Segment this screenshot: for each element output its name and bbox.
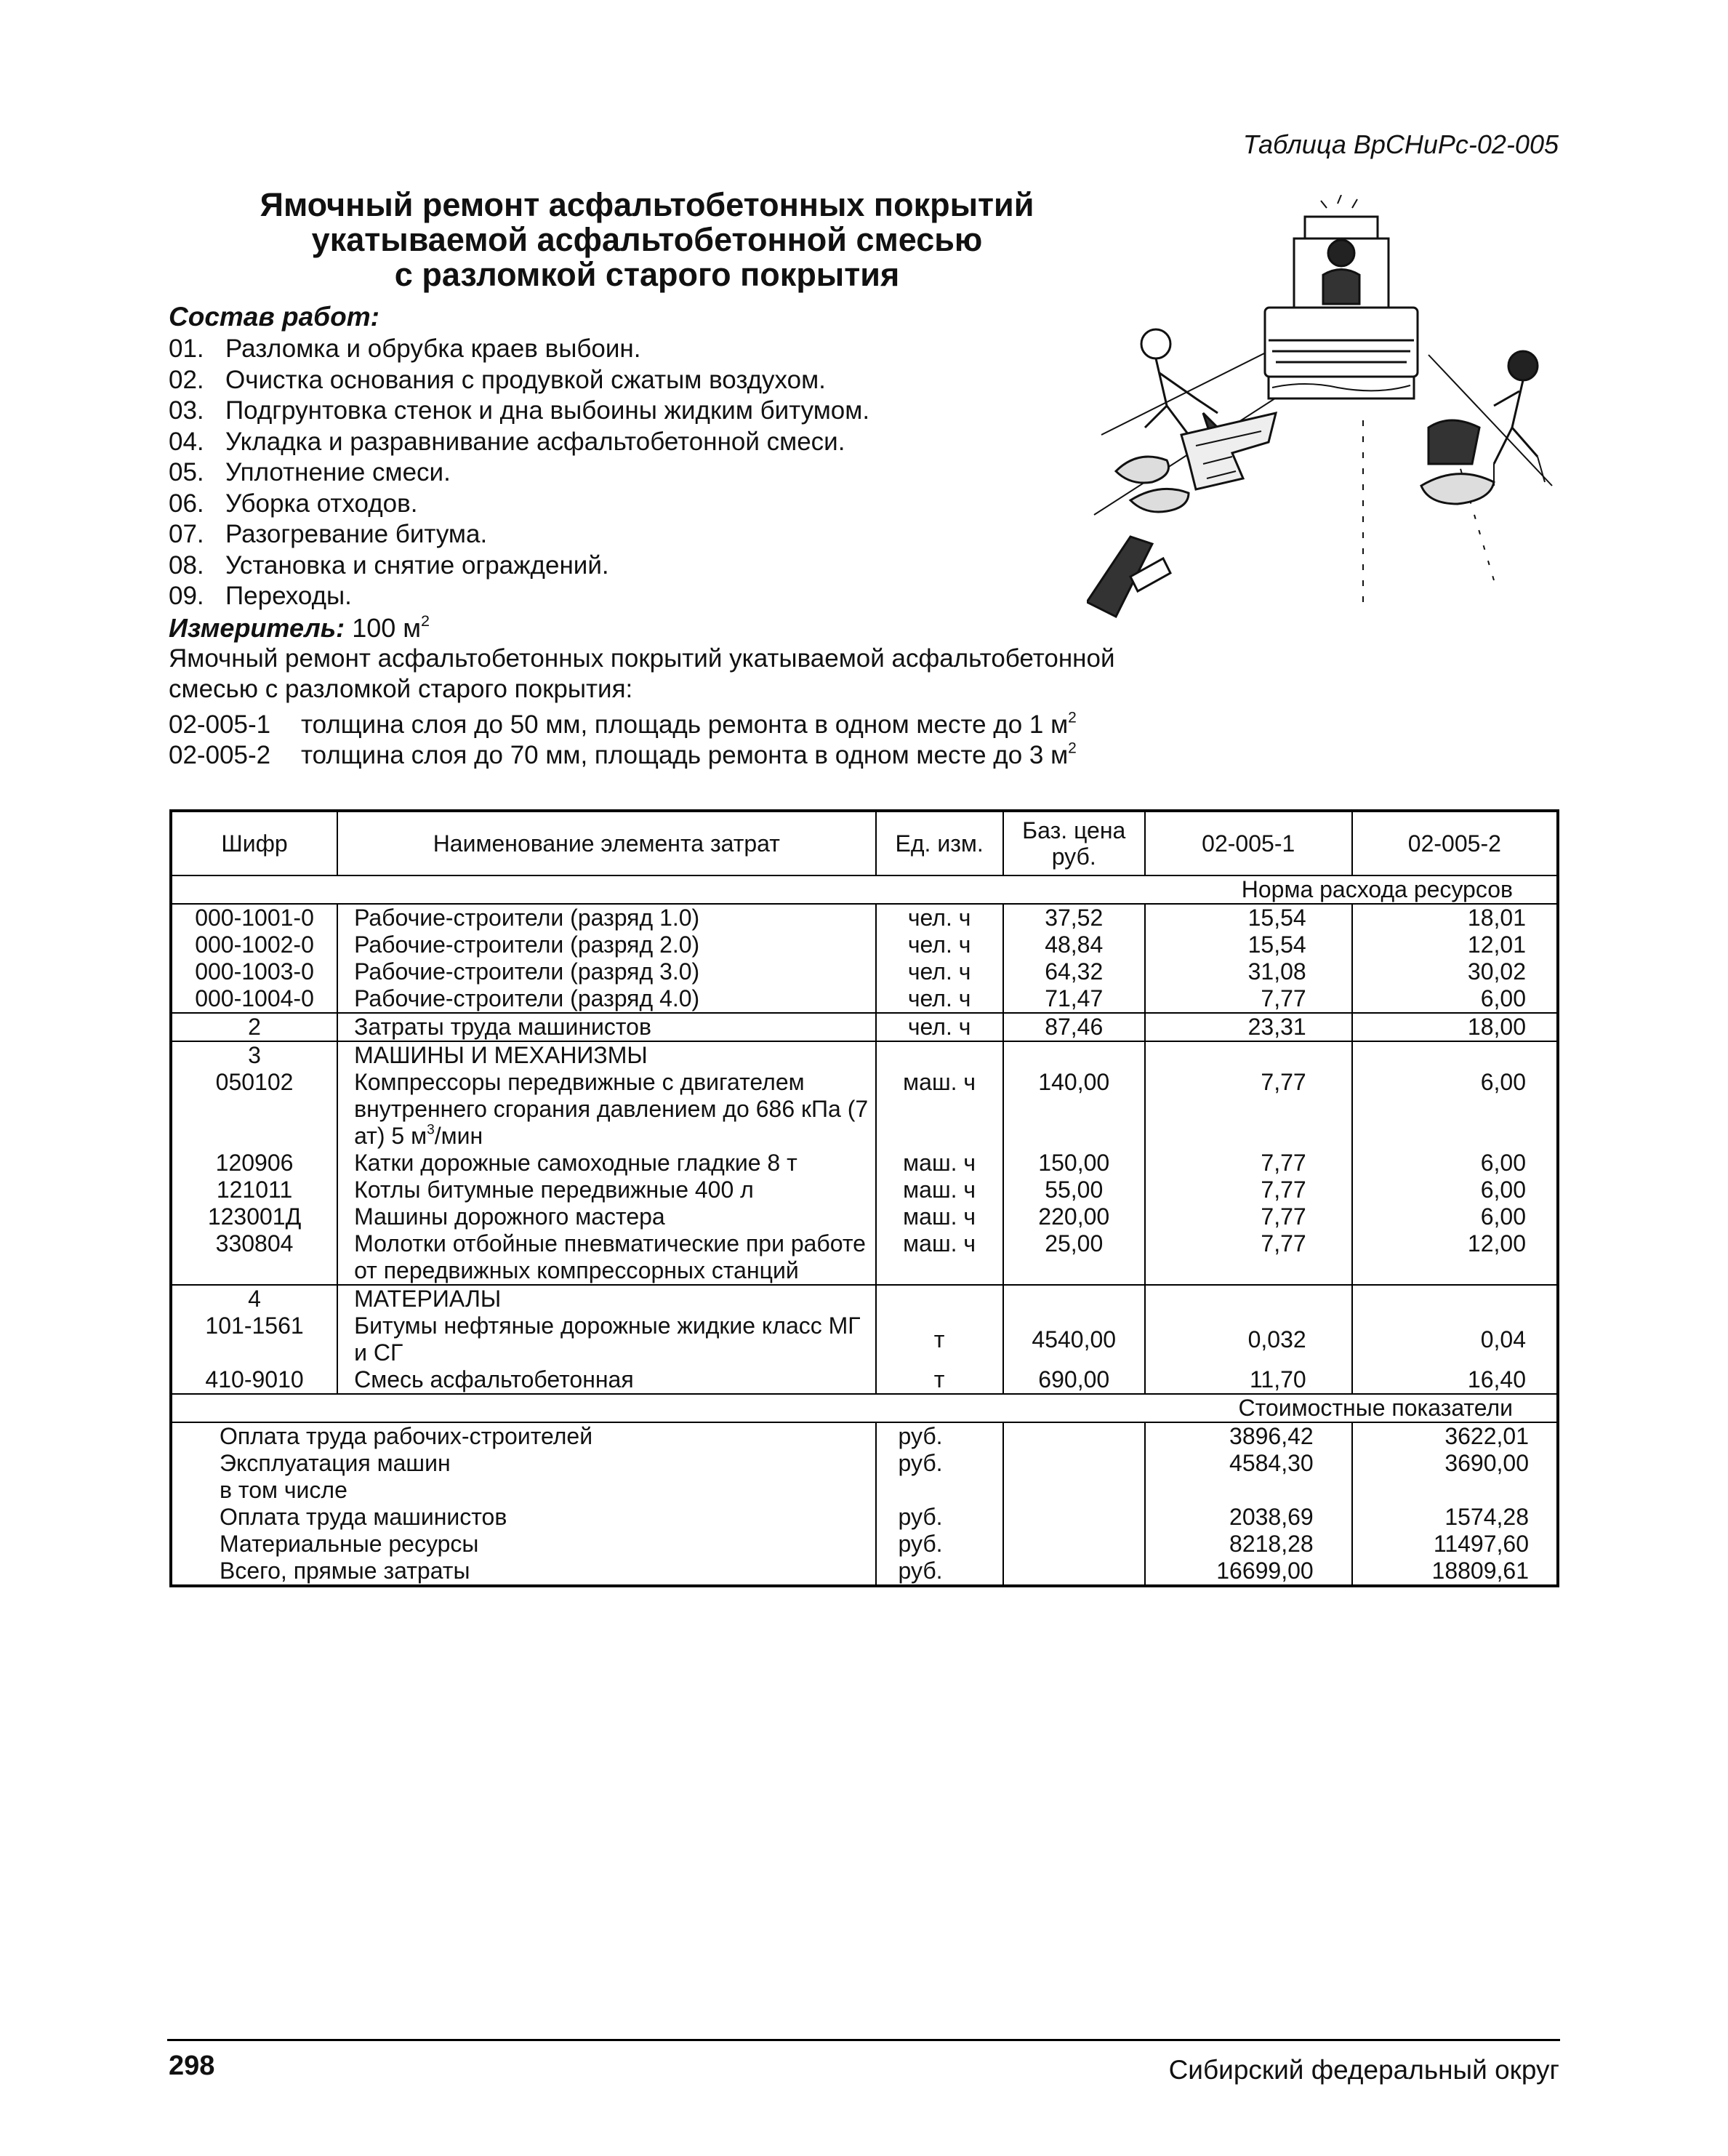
cost-band: Стоимостные показатели xyxy=(171,1394,1558,1422)
cell-name: Рабочие-строители (разряд 4.0) xyxy=(337,985,875,1013)
cell-price: 690,00 xyxy=(1003,1366,1145,1394)
footer-region: Сибирский федеральный округ xyxy=(1168,2055,1559,2085)
works-item xyxy=(169,489,869,520)
cell-v2: 18,01 xyxy=(1467,905,1526,931)
cell-unit: маш. ч xyxy=(876,1230,1003,1285)
summary-v1: 4584,30 xyxy=(1145,1450,1352,1477)
section-row xyxy=(171,1285,1558,1313)
summary-v1: 2038,69 xyxy=(1145,1504,1352,1531)
cell-name: Рабочие-строители (разряд 2.0) xyxy=(337,931,875,958)
cell-price: 55,00 xyxy=(1003,1177,1145,1203)
title-line-3: с разломкой старого покрытия xyxy=(394,256,900,293)
summary-v1: 3896,42 xyxy=(1145,1422,1352,1450)
summary-v1: 16699,00 xyxy=(1145,1558,1352,1586)
description: Ямочный ремонт асфальтобетонных покрытий укатываемой асфальтобетонной смесью с разломкой старого покрытия: xyxy=(169,644,1115,703)
cell-name: Машины дорожного мастера xyxy=(337,1203,875,1230)
title-line-2: укатываемой асфальтобетонной смесью xyxy=(311,221,983,258)
summary-unit xyxy=(876,1477,1003,1504)
empty-cell xyxy=(1003,1558,1145,1586)
summary-unit: руб. xyxy=(876,1450,1003,1477)
summary-v2: 3690,00 xyxy=(1444,1450,1529,1476)
cell-v2: 0,04 xyxy=(1480,1326,1526,1352)
cell-code: 123001Д xyxy=(171,1203,337,1230)
cell-v2: 6,00 xyxy=(1480,1150,1526,1176)
summary-row xyxy=(171,1477,1558,1504)
cell-name: Смесь асфальтобетонная xyxy=(337,1366,875,1394)
empty-cell xyxy=(1352,1041,1558,1069)
empty-cell xyxy=(1003,1041,1145,1069)
code-id: 02-005-1 xyxy=(169,710,271,739)
document-title xyxy=(167,188,1127,292)
cell-code: 121011 xyxy=(171,1177,337,1203)
title-line-1: Ямочный ремонт асфальтобетонных покрытий xyxy=(260,186,1034,223)
page-number: 298 xyxy=(169,2051,215,2081)
cell-code: 120906 xyxy=(171,1150,337,1177)
measure-sup: 2 xyxy=(421,611,430,630)
works-item xyxy=(169,457,869,489)
cell-unit: чел. ч xyxy=(876,958,1003,985)
measure-unit xyxy=(169,613,430,644)
cell-v2: 18,00 xyxy=(1352,1013,1558,1041)
works-heading: Состав работ: xyxy=(169,302,379,332)
empty-cell xyxy=(876,1041,1003,1069)
header-col-1: 02-005-1 xyxy=(1145,811,1352,875)
cell-name-tail: /мин xyxy=(434,1123,483,1149)
cell-unit: т xyxy=(876,1313,1003,1366)
works-item-text: Подгрунтовка стенок и дна выбоины жидким битумом. xyxy=(225,396,870,425)
cell-v2: 16,40 xyxy=(1467,1366,1526,1392)
summary-unit: руб. xyxy=(876,1531,1003,1558)
cost-band-row xyxy=(171,1394,1558,1422)
works-item-num: 03. xyxy=(169,396,204,425)
works-item-num: 09. xyxy=(169,582,204,610)
summary-v2: 18809,61 xyxy=(1431,1558,1529,1584)
table-row xyxy=(171,1013,1558,1041)
table-row xyxy=(171,1203,1558,1230)
cell-code: 000-1001-0 xyxy=(171,904,337,931)
section-code: 3 xyxy=(171,1041,337,1069)
works-item-num: 02. xyxy=(169,365,204,394)
cost-table xyxy=(169,809,1559,1587)
table-row xyxy=(171,1069,1558,1150)
header-unit: Ед. изм. xyxy=(876,811,1003,875)
cell-name: Рабочие-строители (разряд 3.0) xyxy=(337,958,875,985)
road-repair-illustration xyxy=(1087,195,1567,631)
cell-price: 48,84 xyxy=(1003,931,1145,958)
summary-unit: руб. xyxy=(876,1504,1003,1531)
cell-price: 25,00 xyxy=(1003,1230,1145,1285)
cell-unit: маш. ч xyxy=(876,1150,1003,1177)
works-item-num: 04. xyxy=(169,427,204,456)
cell-price: 37,52 xyxy=(1003,904,1145,931)
cell-v1: 7,77 xyxy=(1145,1150,1352,1177)
cell-name: Молотки отбойные пневматические при работе от передвижных компрессорных станций xyxy=(337,1230,875,1285)
cell-name: Котлы битумные передвижные 400 л xyxy=(337,1177,875,1203)
cell-code: 410-9010 xyxy=(171,1366,337,1394)
cell-price: 150,00 xyxy=(1003,1150,1145,1177)
cell-v2: 6,00 xyxy=(1480,1203,1526,1230)
empty-cell xyxy=(1352,1285,1558,1313)
cell-price: 64,32 xyxy=(1003,958,1145,985)
cell-v1: 7,77 xyxy=(1145,1177,1352,1203)
cell-price: 4540,00 xyxy=(1003,1313,1145,1366)
works-item-num: 05. xyxy=(169,458,204,486)
works-item-text: Укладка и разравнивание асфальтобетонной смеси. xyxy=(225,427,845,456)
table-row xyxy=(171,1366,1558,1394)
summary-label: Материальные ресурсы xyxy=(171,1531,876,1558)
works-item xyxy=(169,550,869,582)
cell-v2: 6,00 xyxy=(1480,985,1526,1011)
summary-v1 xyxy=(1145,1477,1352,1504)
summary-v2: 3622,01 xyxy=(1444,1423,1529,1449)
cell-code: 330804 xyxy=(171,1230,337,1285)
code-text: толщина слоя до 70 мм, площадь ремонта в одном месте до 3 м xyxy=(301,741,1069,769)
cell-name-sup: 3 xyxy=(427,1122,435,1138)
cell-v2: 12,01 xyxy=(1467,931,1526,958)
cell-v1: 23,31 xyxy=(1145,1013,1352,1041)
summary-v2: 1574,28 xyxy=(1444,1504,1529,1530)
header-name: Наименование элемента затрат xyxy=(337,811,875,875)
cell-price: 220,00 xyxy=(1003,1203,1145,1230)
table-row xyxy=(171,985,1558,1013)
cell-v2: 30,02 xyxy=(1467,958,1526,985)
summary-row xyxy=(171,1558,1558,1586)
table-row xyxy=(171,931,1558,958)
cell-v1: 7,77 xyxy=(1145,1230,1352,1285)
cell-price: 87,46 xyxy=(1003,1013,1145,1041)
cell-v1: 15,54 xyxy=(1145,904,1352,931)
works-item xyxy=(169,396,869,427)
summary-v1: 8218,28 xyxy=(1145,1531,1352,1558)
works-item-text: Установка и снятие ограждений. xyxy=(225,550,609,580)
summary-label: Оплата труда рабочих-строителей xyxy=(171,1422,876,1450)
cell-v1: 15,54 xyxy=(1145,931,1352,958)
summary-label: Оплата труда машинистов xyxy=(171,1504,876,1531)
cell-unit: чел. ч xyxy=(876,931,1003,958)
works-item-text: Переходы. xyxy=(225,582,352,610)
code-line xyxy=(169,710,1077,740)
table-row xyxy=(171,958,1558,985)
summary-row xyxy=(171,1504,1558,1531)
summary-row xyxy=(171,1450,1558,1477)
empty-cell xyxy=(1145,1285,1352,1313)
header-code: Шифр xyxy=(171,811,337,875)
cell-name xyxy=(337,1069,875,1150)
code-sup: 2 xyxy=(1068,740,1077,757)
measure-value: 100 м xyxy=(352,613,422,643)
section-code: 4 xyxy=(171,1285,337,1313)
cell-name-text: Компрессоры передвижные с двигателем внутреннего сгорания давлением до 686 кПа (7 ат) 5 м xyxy=(354,1069,869,1149)
works-item-text: Уборка отходов. xyxy=(225,489,418,518)
cell-v2: 6,00 xyxy=(1480,1069,1526,1095)
table-header-row xyxy=(171,811,1558,875)
cell-v1: 7,77 xyxy=(1145,1203,1352,1230)
cell-name: Битумы нефтяные дорожные жидкие класс МГ и СГ xyxy=(337,1313,875,1366)
cell-v1: 7,77 xyxy=(1145,985,1352,1013)
section-title: МАТЕРИАЛЫ xyxy=(337,1285,875,1313)
empty-cell xyxy=(1003,1422,1145,1450)
empty-cell xyxy=(1003,1450,1145,1477)
works-item-text: Уплотнение смеси. xyxy=(225,458,451,486)
summary-v2 xyxy=(1352,1477,1558,1504)
section-title: МАШИНЫ И МЕХАНИЗМЫ xyxy=(337,1041,875,1069)
cell-code: 050102 xyxy=(171,1069,337,1150)
cell-unit: чел. ч xyxy=(876,1013,1003,1041)
works-item xyxy=(169,581,869,612)
summary-unit: руб. xyxy=(876,1422,1003,1450)
norm-band: Норма расхода ресурсов xyxy=(171,875,1558,904)
cell-code: 000-1002-0 xyxy=(171,931,337,958)
cell-unit: т xyxy=(876,1366,1003,1394)
cell-price: 140,00 xyxy=(1003,1069,1145,1150)
summary-v2: 11497,60 xyxy=(1433,1531,1529,1557)
measure-label: Измеритель: xyxy=(169,613,345,643)
works-list xyxy=(169,334,869,612)
cell-unit: маш. ч xyxy=(876,1069,1003,1150)
table-id: Таблица ВрСНиРс-02-005 xyxy=(1242,129,1559,159)
table-row xyxy=(171,1313,1558,1366)
cell-unit: чел. ч xyxy=(876,904,1003,931)
cell-code: 2 xyxy=(171,1013,337,1041)
cell-price: 71,47 xyxy=(1003,985,1145,1013)
summary-label: Эксплуатация машин xyxy=(171,1450,876,1477)
section-row xyxy=(171,1041,1558,1069)
works-item xyxy=(169,334,869,365)
cell-code: 101-1561 xyxy=(171,1313,337,1366)
cell-unit: чел. ч xyxy=(876,985,1003,1013)
works-item-num: 07. xyxy=(169,520,204,548)
works-item-num: 01. xyxy=(169,334,204,363)
works-item-text: Разогревание битума. xyxy=(225,520,488,548)
cell-code: 000-1004-0 xyxy=(171,985,337,1013)
table-row xyxy=(171,1230,1558,1285)
table-row xyxy=(171,1150,1558,1177)
code-list xyxy=(169,710,1077,771)
header-col-2: 02-005-2 xyxy=(1352,811,1558,875)
norm-band-row xyxy=(171,875,1558,904)
cell-v1: 7,77 xyxy=(1145,1069,1352,1150)
cell-v2: 12,00 xyxy=(1467,1230,1526,1257)
summary-label: Всего, прямые затраты xyxy=(171,1558,876,1586)
empty-cell xyxy=(1003,1531,1145,1558)
cell-v1: 11,70 xyxy=(1145,1366,1352,1394)
summary-label: в том числе xyxy=(171,1477,876,1504)
cell-v1: 0,032 xyxy=(1145,1313,1352,1366)
code-line xyxy=(169,740,1077,771)
summary-row xyxy=(171,1531,1558,1558)
works-item-num: 06. xyxy=(169,489,204,518)
cell-name: Затраты труда машинистов xyxy=(337,1013,875,1041)
summary-unit: руб. xyxy=(876,1558,1003,1586)
footer-divider xyxy=(167,2039,1560,2041)
works-item-num: 08. xyxy=(169,550,204,580)
cell-name: Рабочие-строители (разряд 1.0) xyxy=(337,904,875,931)
table-row xyxy=(171,1177,1558,1203)
empty-cell xyxy=(1145,1041,1352,1069)
works-item xyxy=(169,365,869,396)
summary-row xyxy=(171,1422,1558,1450)
code-id: 02-005-2 xyxy=(169,741,271,769)
code-sup: 2 xyxy=(1068,709,1077,726)
empty-cell xyxy=(1003,1477,1145,1504)
cell-code: 000-1003-0 xyxy=(171,958,337,985)
cell-v2: 6,00 xyxy=(1480,1177,1526,1203)
works-item-text: Очистка основания с продувкой сжатым воздухом. xyxy=(225,365,826,394)
empty-cell xyxy=(876,1285,1003,1313)
cell-unit: маш. ч xyxy=(876,1203,1003,1230)
header-price: Баз. цена руб. xyxy=(1003,811,1145,875)
works-item-text: Разломка и обрубка краев выбоин. xyxy=(225,334,641,363)
empty-cell xyxy=(1003,1285,1145,1313)
code-text: толщина слоя до 50 мм, площадь ремонта в одном месте до 1 м xyxy=(301,710,1069,739)
cell-name: Катки дорожные самоходные гладкие 8 т xyxy=(337,1150,875,1177)
works-item xyxy=(169,427,869,458)
table-row xyxy=(171,904,1558,931)
cell-v1: 31,08 xyxy=(1145,958,1352,985)
works-item xyxy=(169,519,869,550)
empty-cell xyxy=(1003,1504,1145,1531)
cell-unit: маш. ч xyxy=(876,1177,1003,1203)
